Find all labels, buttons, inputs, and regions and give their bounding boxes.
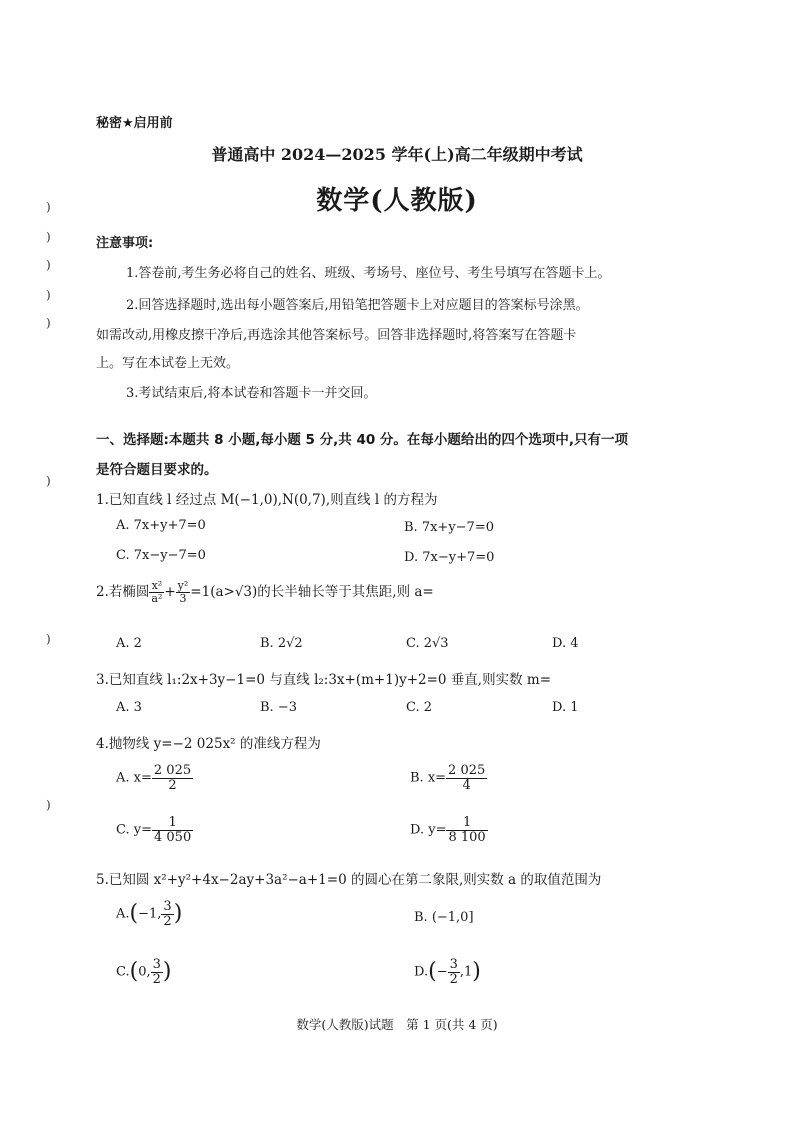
note-item: 如需改动,用橡皮擦干净后,再选涂其他答案标号。回答非选择题时,将答案写在答题卡 xyxy=(96,328,577,343)
q1-option-d: D. 7x−y+7=0 xyxy=(404,550,495,565)
q5-a-fraction: $\frac{3}{2}$ xyxy=(163,899,172,929)
q5-option-a: A.(−1, $\frac{3}{2}$ ) xyxy=(116,899,183,929)
notes-heading: 注意事项: xyxy=(96,236,154,251)
q2-option-a: A. 2 xyxy=(116,636,142,651)
binding-mark: ) xyxy=(46,288,51,302)
subject-title: 数学(人教版) xyxy=(316,186,478,216)
q1-option-a: A. 7x+y+7=0 xyxy=(116,518,206,533)
binding-mark: ) xyxy=(46,474,51,488)
q2-condition: =1(a>√3)的长半轴长等于其焦距,则 a= xyxy=(190,584,434,600)
q2-option-b: B. 2√2 xyxy=(260,636,303,651)
question-1-stem: 1.已知直线 l 经过点 M(−1,0),N(0,7),则直线 l 的方程为 xyxy=(96,492,438,508)
note-item: 3.考试结束后,将本试卷和答题卡一并交回。 xyxy=(126,386,377,401)
q3-option-d: D. 1 xyxy=(552,700,579,715)
q1-option-b: B. 7x+y−7=0 xyxy=(404,520,494,535)
section-heading: 一、选择题:本题共 8 小题,每小题 5 分,共 40 分。在每小题给出的四个选项中,只有一项 xyxy=(96,432,629,448)
q1-option-c: C. 7x−y−7=0 xyxy=(116,548,206,563)
q3-option-c: C. 2 xyxy=(406,700,433,715)
q4-option-c: C. y= $\frac{1}{4 050}$ xyxy=(116,815,192,845)
q4-d-fraction: $\frac{1}{8 100}$ xyxy=(448,815,486,845)
q2-option-d: D. 4 xyxy=(552,636,579,651)
question-4-stem: 4.抛物线 y=−2 025x² 的准线方程为 xyxy=(96,736,321,752)
q4-option-b: B. x= $\frac{2 025}{4}$ xyxy=(410,763,486,793)
binding-mark: ) xyxy=(46,798,51,812)
q2-fraction-x: $\frac{\text{x²}}{\text{a²}}$ xyxy=(151,579,163,605)
q2-prefix: 2.若椭圆 xyxy=(96,584,150,600)
question-2-stem xyxy=(96,580,434,605)
q4-option-d: D. y= $\frac{1}{8 100}$ xyxy=(410,815,486,845)
q4-c-fraction: $\frac{1}{4 050}$ xyxy=(154,815,192,845)
confidential-label: 秘密★启用前 xyxy=(96,116,173,131)
note-item: 上。写在本试卷上无效。 xyxy=(96,356,240,371)
q3-option-b: B. −3 xyxy=(260,700,297,715)
note-item: 2.回答选择题时,选出每小题答案后,用铅笔把答题卡上对应题目的答案标号涂黑。 xyxy=(126,298,589,313)
q4-option-a: A. x= $\frac{2 025}{2}$ xyxy=(116,763,192,793)
q2-plus: + xyxy=(164,584,176,600)
q5-option-d: D.(− $\frac{3}{2}$ ,1) xyxy=(414,957,481,987)
binding-mark: ) xyxy=(46,200,51,214)
question-3-stem: 3.已知直线 l₁:2x+3y−1=0 与直线 l₂:3x+(m+1)y+2=0 垂直,则实数 m= xyxy=(96,672,552,688)
q5-c-fraction: $\frac{3}{2}$ xyxy=(152,957,161,987)
binding-mark: ) xyxy=(46,230,51,244)
binding-mark: ) xyxy=(46,316,51,330)
q5-option-c: C.(0, $\frac{3}{2}$ ) xyxy=(116,957,172,987)
section-heading: 是符合题目要求的。 xyxy=(96,462,218,478)
note-item: 1.答卷前,考生务必将自己的姓名、班级、考场号、座位号、考生号填写在答题卡上。 xyxy=(126,266,611,281)
binding-mark: ) xyxy=(46,258,51,272)
page-footer: 数学(人教版)试题 第 1 页(共 4 页) xyxy=(296,1017,498,1032)
q4-a-fraction: $\frac{2 025}{2}$ xyxy=(153,763,192,793)
question-5-stem: 5.已知圆 x²+y²+4x−2ay+3a²−a+1=0 的圆心在第二象限,则实数 a 的取值范围为 xyxy=(96,872,602,888)
q5-option-b: B. (−1,0] xyxy=(414,910,474,925)
binding-mark: ) xyxy=(46,632,51,646)
q3-option-a: A. 3 xyxy=(116,700,142,715)
exam-title: 普通高中 2024—2025 学年(上)高二年级期中考试 xyxy=(211,145,583,164)
q2-option-c: C. 2√3 xyxy=(406,636,449,651)
q4-b-fraction: $\frac{2 025}{4}$ xyxy=(448,763,486,793)
q5-d-fraction: $\frac{3}{2}$ xyxy=(449,957,458,987)
q2-fraction-y: $\frac{\text{y²}}{3}$ xyxy=(177,579,189,605)
